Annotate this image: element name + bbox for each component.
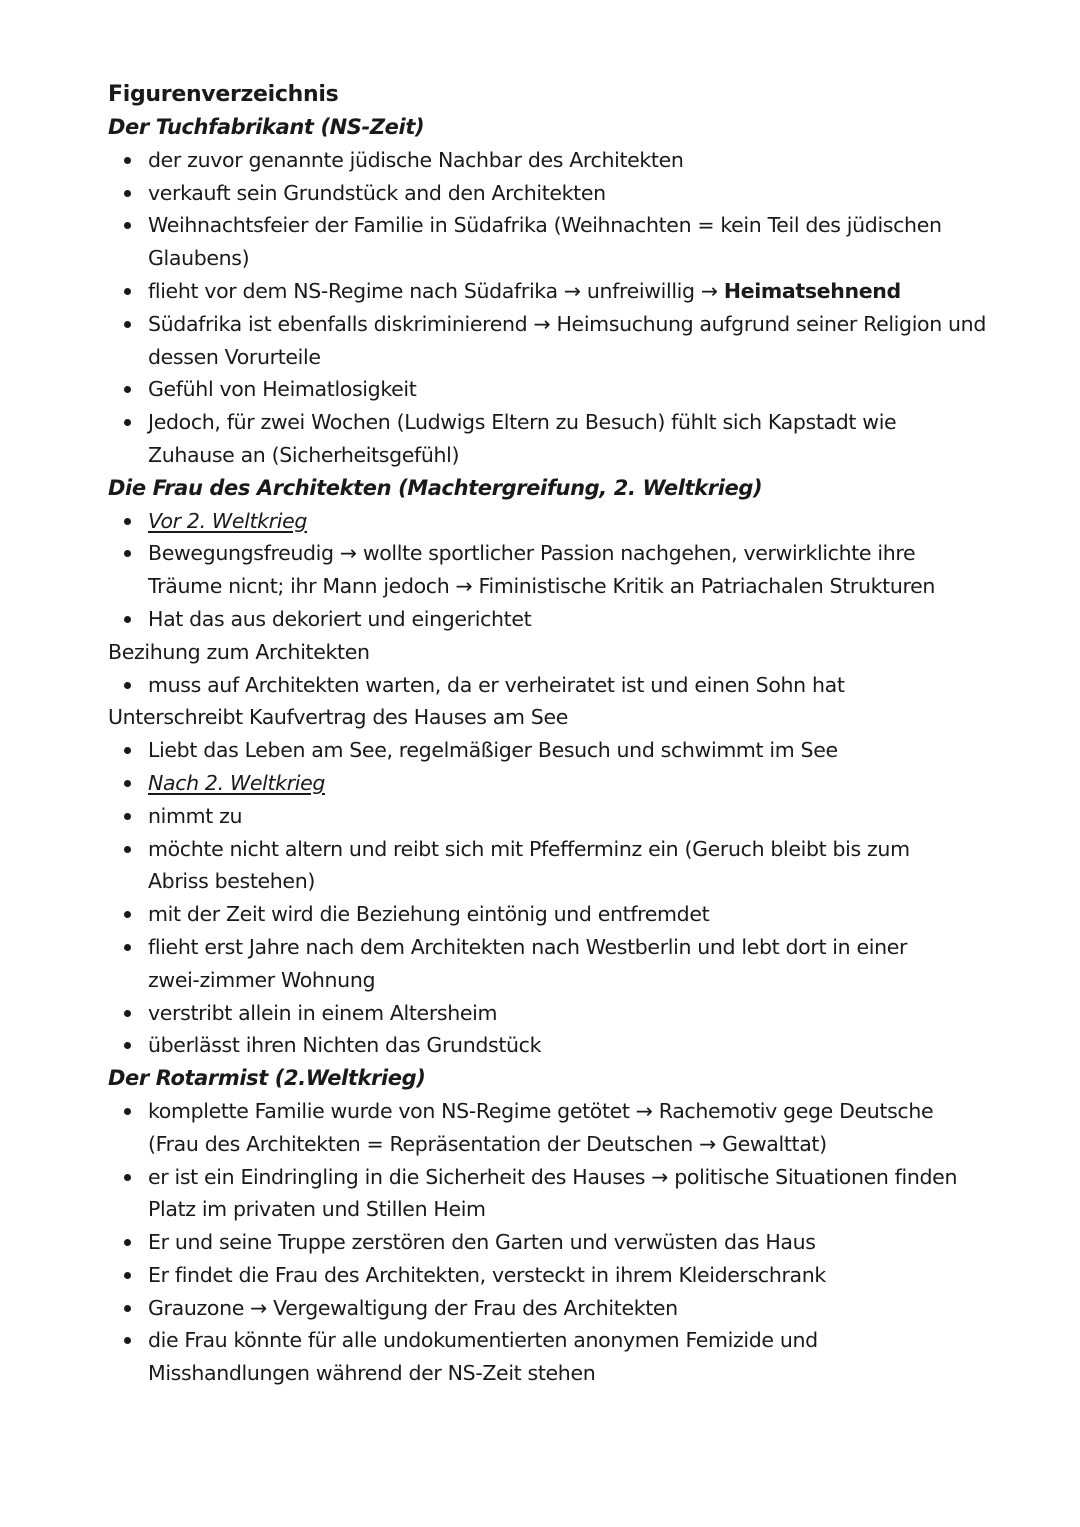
list-item (108, 209, 988, 275)
list-item-text: flieht vor dem NS-Regime nach Südafrika → unfreiwillig → (148, 278, 724, 303)
list-item (108, 1292, 988, 1325)
document-page (108, 78, 988, 1390)
list-item (108, 1161, 1008, 1227)
list-item-text: nimmt zu (148, 803, 243, 828)
list-item-text: muss auf Architekten warten, da er verheiratet ist und einen Sohn hat (148, 672, 845, 697)
section-heading-frau-des-architekten: Die Frau des Architekten (Machtergreifung, 2. Weltkrieg) (108, 475, 763, 500)
list-item (108, 1029, 988, 1062)
list-item (108, 1095, 988, 1161)
list-item (108, 1259, 988, 1292)
list-item-text: Er findet die Frau des Architekten, versteckt in ihrem Kleiderschrank (148, 1262, 826, 1287)
list-item (108, 373, 988, 406)
list-item (108, 833, 958, 899)
list-item (108, 308, 988, 374)
list-item-text: Liebt das Leben am See, regelmäßiger Besuch und schwimmt im See (148, 738, 838, 763)
list-item-text: die Frau könnte für alle undokumentierten anonymen Femizide und Misshandlungen während der NS-Zeit stehen (148, 1328, 818, 1386)
bullet-list-rotarmist (108, 1095, 988, 1390)
sub-heading: Nach 2. Weltkrieg (148, 770, 326, 795)
bullet-list-frau-nach (108, 734, 988, 1062)
list-item (108, 603, 988, 636)
list-item-text: Grauzone → Vergewaltigung der Frau des Architekten (148, 1295, 678, 1320)
list-item-text: Er und seine Truppe zerstören den Garten und verwüsten das Haus (148, 1230, 816, 1255)
list-item-text: möchte nicht altern und reibt sich mit Pfefferminz ein (Geruch bleibt bis zum Abriss bestehen) (148, 836, 910, 894)
list-item-text: verstribt allein in einem Altersheim (148, 1000, 498, 1025)
bullet-list-frau-vor (108, 505, 988, 636)
plain-line: Bezihung zum Architekten (108, 639, 370, 664)
bullet-list-beziehung (108, 669, 988, 702)
document-title: Figurenverzeichnis (108, 82, 339, 107)
list-item (108, 537, 968, 603)
list-item (108, 669, 988, 702)
list-item (108, 767, 988, 800)
bold-term: Heimatsehnend (723, 278, 901, 303)
list-item (108, 931, 958, 997)
section-heading-tuchfabrikant: Der Tuchfabrikant (NS-Zeit) (108, 115, 425, 139)
list-item (108, 177, 988, 210)
list-item (108, 505, 988, 538)
list-item-text: überlässt ihren Nichten das Grundstück (148, 1033, 542, 1058)
section-heading-rotarmist: Der Rotarmist (2.Weltkrieg) (108, 1066, 426, 1091)
list-item-text: flieht erst Jahre nach dem Architekten nach Westberlin und lebt dort in einer zwei-zimmer Wohnung (148, 934, 908, 992)
list-item (108, 275, 988, 308)
list-item (108, 898, 988, 931)
plain-line: Unterschreibt Kaufvertrag des Hauses am See (108, 705, 568, 730)
list-item-text: Hat das aus dekoriert und eingerichtet (148, 606, 532, 631)
list-item (108, 144, 988, 177)
bullet-list-tuchfabrikant (108, 144, 988, 472)
list-item-text: Bewegungsfreudig → wollte sportlicher Passion nachgehen, verwirklichte ihre Träume nicnt; ihr Mann jedoch → Fiministische Kritik an Patriachalen Strukturen (148, 541, 935, 599)
list-item-text: Weihnachtsfeier der Familie in Südafrika (Weihnachten = kein Teil des jüdischen Glaubens) (148, 213, 942, 271)
list-item-text: er ist ein Eindringling in die Sicherheit des Hauses → politische Situationen finden Platz im privaten und Stillen Heim (148, 1164, 958, 1222)
list-item-text: komplette Familie wurde von NS-Regime getötet → Rachemotiv gege Deutsche (Frau des Architekten = Repräsentation der Deutschen → Gewalttat) (148, 1098, 934, 1156)
list-item-text: verkauft sein Grundstück and den Architekten (148, 180, 606, 205)
list-item-text: Gefühl von Heimatlosigkeit (148, 377, 417, 402)
list-item-text: der zuvor genannte jüdische Nachbar des Architekten (148, 147, 684, 172)
list-item-text: mit der Zeit wird die Beziehung eintönig und entfremdet (148, 902, 710, 927)
list-item (108, 1226, 988, 1259)
list-item (108, 1324, 868, 1390)
list-item-text: Südafrika ist ebenfalls diskriminierend → Heimsuchung aufgrund seiner Religion und dessen Vorurteile (148, 311, 986, 369)
list-item (108, 734, 988, 767)
sub-heading: Vor 2. Weltkrieg (148, 508, 308, 533)
list-item (108, 406, 948, 472)
list-item (108, 997, 988, 1030)
list-item (108, 800, 988, 833)
list-item-text: Jedoch, für zwei Wochen (Ludwigs Eltern zu Besuch) fühlt sich Kapstadt wie Zuhause an (Sicherheitsgefühl) (148, 410, 897, 467)
